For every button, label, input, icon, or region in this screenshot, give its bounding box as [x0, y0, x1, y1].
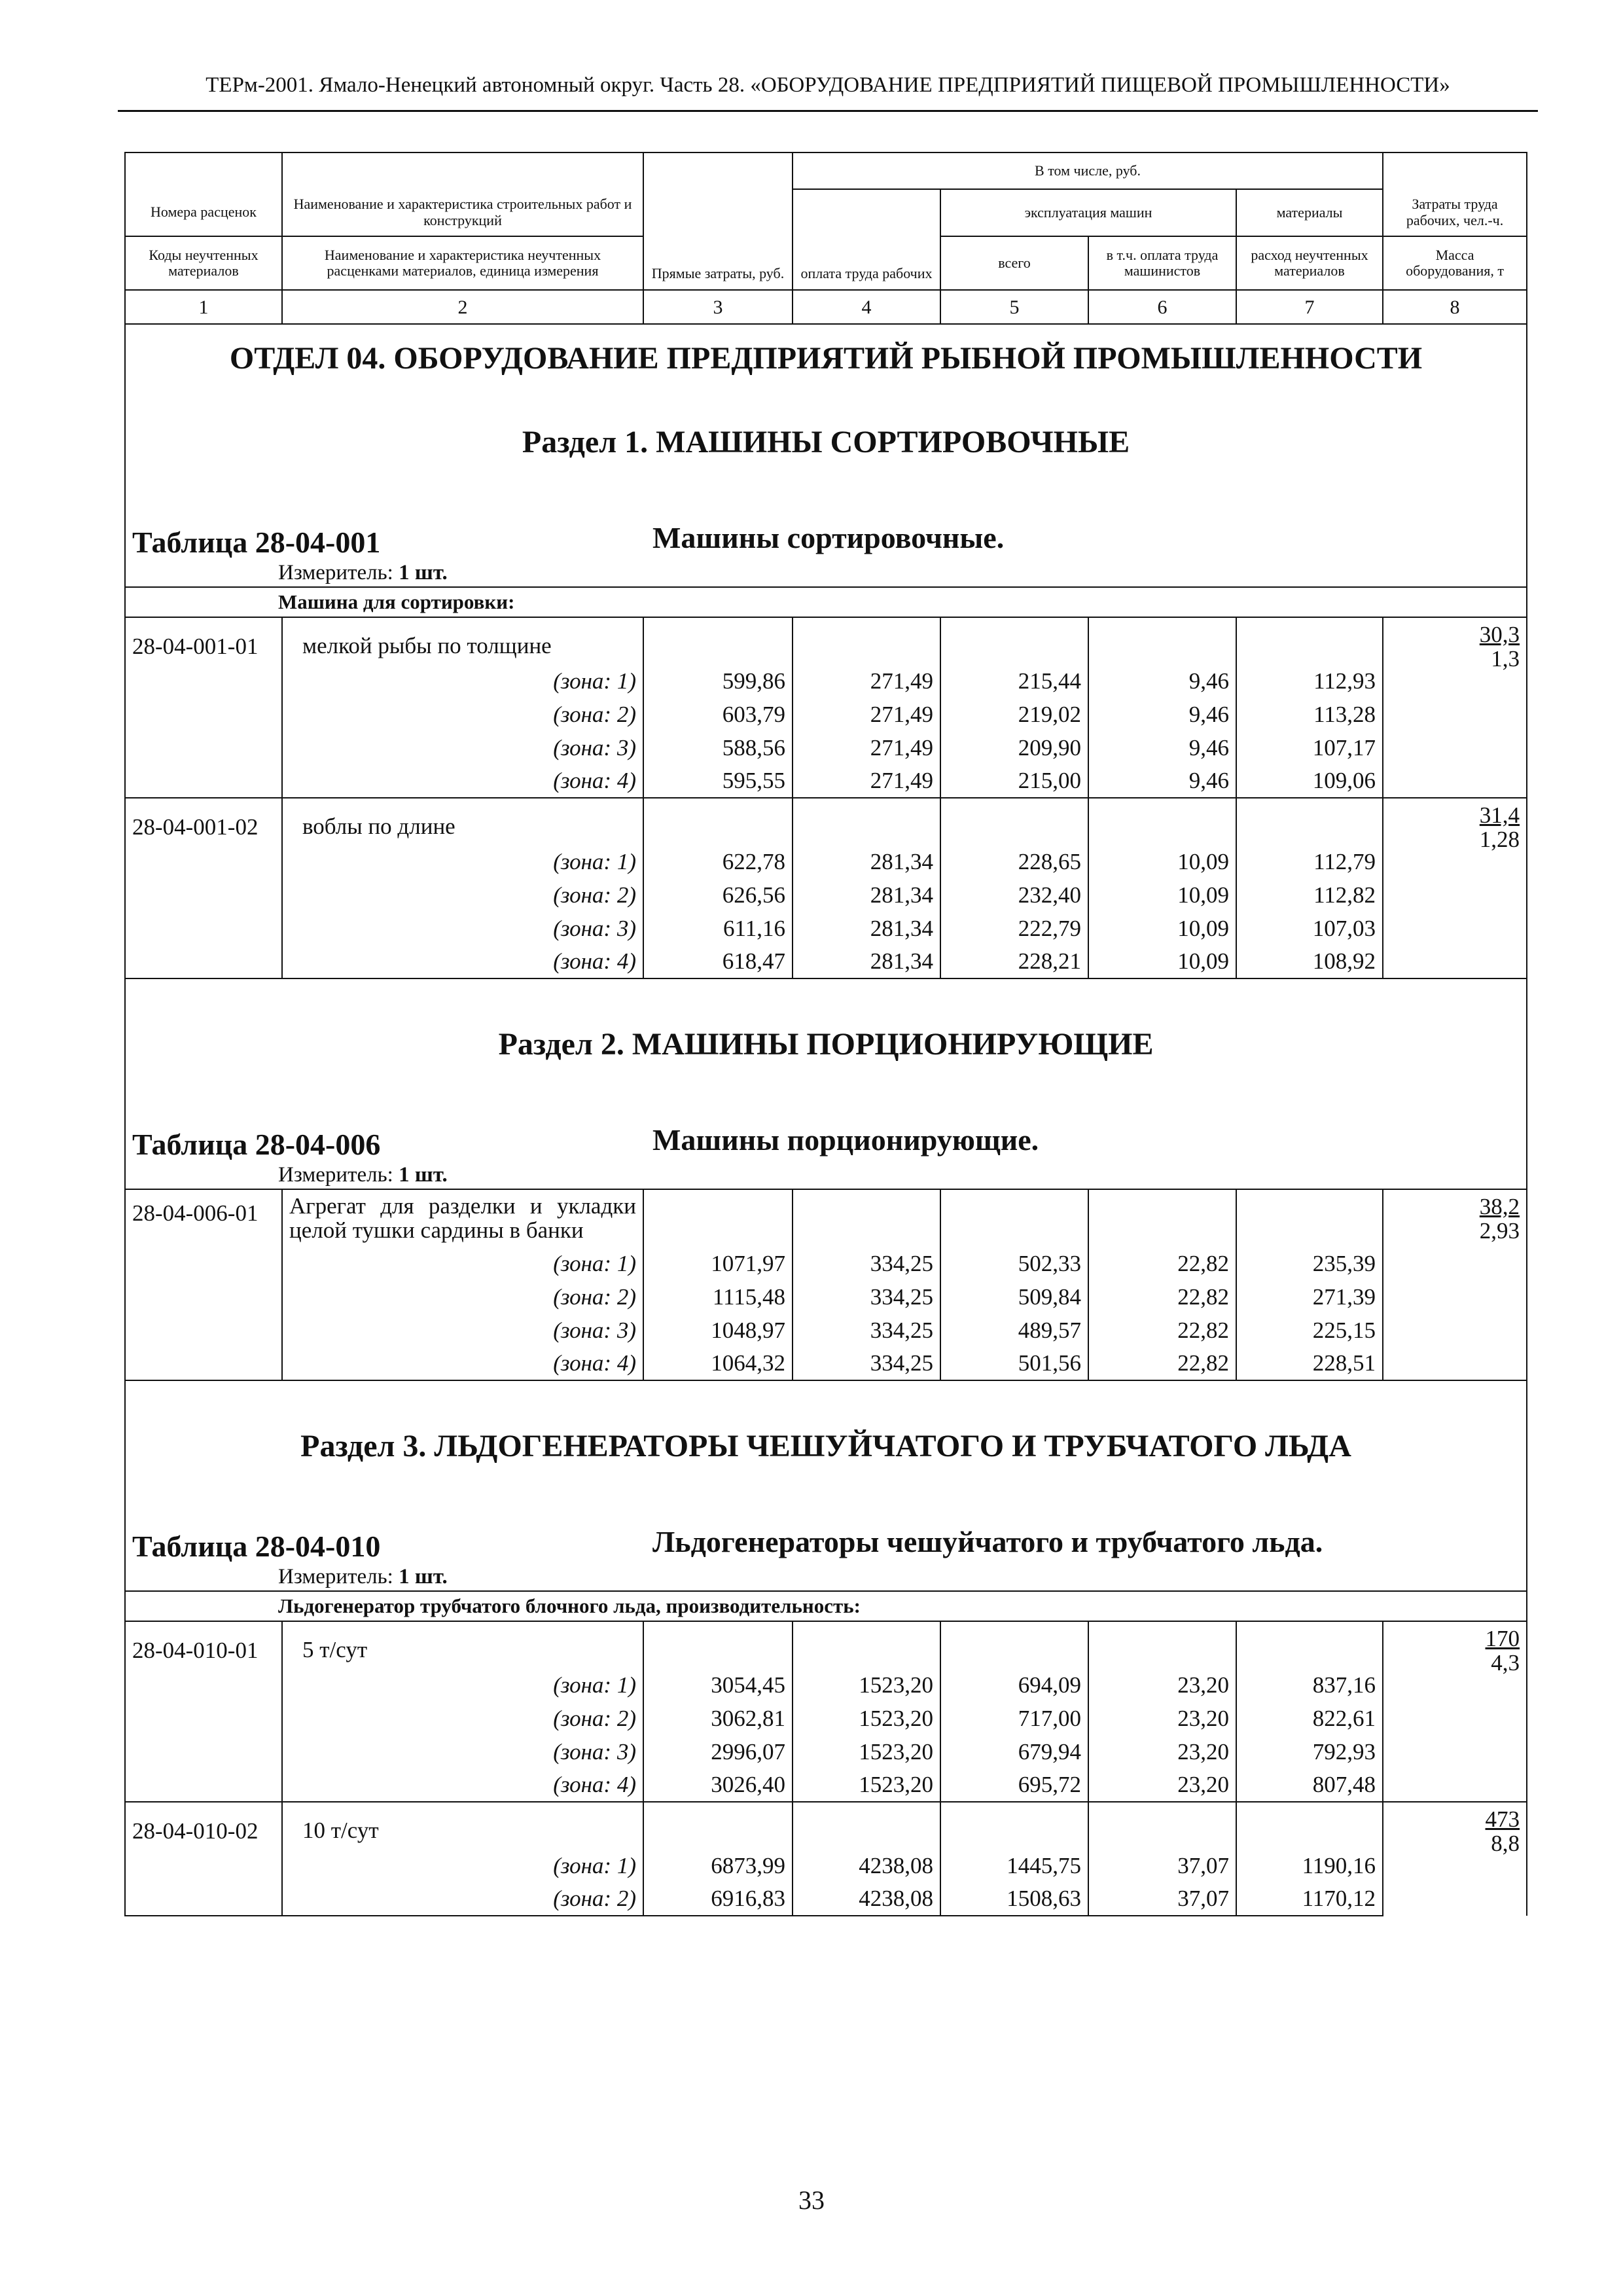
mass-value: 1,28 [1479, 826, 1520, 852]
empty-cell [940, 1621, 1088, 1668]
rate-code: 28-04-001-01 [125, 617, 282, 798]
empty-cell [643, 1189, 793, 1247]
subheading: Машина для сортировки: [125, 587, 1527, 617]
machine-wage-cost: 37,07 [1088, 1849, 1236, 1882]
wage-cost: 271,49 [793, 698, 940, 731]
direct-cost: 611,16 [643, 912, 793, 945]
table-title [125, 1524, 1527, 1564]
machine-wage-cost: 22,82 [1088, 1314, 1236, 1347]
mass-value: 2,93 [1479, 1217, 1520, 1244]
wage-cost: 334,25 [793, 1280, 940, 1314]
direct-cost: 1115,48 [643, 1280, 793, 1314]
direct-cost: 2996,07 [643, 1735, 793, 1768]
machine-cost: 717,00 [940, 1702, 1088, 1735]
material-cost: 822,61 [1236, 1702, 1383, 1735]
empty-cell [793, 617, 940, 664]
empty-cell [643, 617, 793, 664]
machine-cost: 489,57 [940, 1314, 1088, 1347]
measure-label: Измеритель: [278, 561, 393, 584]
machine-wage-cost: 9,46 [1088, 764, 1236, 798]
wage-cost: 334,25 [793, 1314, 940, 1347]
zone-label: (зона: 1) [282, 1247, 643, 1280]
direct-cost: 1071,97 [643, 1247, 793, 1280]
col-matuse-header: расход неучтенных материалов [1236, 236, 1383, 290]
table-name: Льдогенераторы чешуйчатого и трубчатого льда. [652, 1525, 1323, 1558]
wage-cost: 1523,20 [793, 1735, 940, 1768]
rate-code: 28-04-010-01 [125, 1621, 282, 1802]
machine-cost: 679,94 [940, 1735, 1088, 1768]
col-num: 8 [1383, 290, 1527, 324]
empty-cell [940, 798, 1088, 845]
mass-value: 8,8 [1491, 1830, 1520, 1856]
measure-label: Измеритель: [278, 1163, 393, 1187]
zone-label: (зона: 3) [282, 1314, 643, 1347]
empty-cell [1088, 617, 1236, 664]
empty-cell [1088, 798, 1236, 845]
col-num: 5 [940, 290, 1088, 324]
material-cost: 792,93 [1236, 1735, 1383, 1768]
col-codes-header: Номера расценок [125, 189, 282, 236]
machine-wage-cost: 23,20 [1088, 1668, 1236, 1702]
col-mass-header: Масса оборудования, т [1383, 236, 1527, 290]
empty-cell [643, 1802, 793, 1849]
col-direct-header: Прямые затраты, руб. [643, 152, 793, 290]
col-mat-header: материалы [1236, 189, 1383, 236]
wage-cost: 334,25 [793, 1347, 940, 1380]
measure-value: 1 шт. [399, 1565, 448, 1588]
wage-cost: 4238,08 [793, 1849, 940, 1882]
machine-wage-cost: 23,20 [1088, 1702, 1236, 1735]
machine-wage-cost: 9,46 [1088, 664, 1236, 698]
material-cost: 271,39 [1236, 1280, 1383, 1314]
direct-cost: 626,56 [643, 878, 793, 912]
measure-row [125, 560, 1527, 587]
wage-cost: 1523,20 [793, 1702, 940, 1735]
labor-mass [1383, 798, 1527, 978]
page-header: ТЕРм-2001. Ямало-Ненецкий автономный округ. Часть 28. «ОБОРУДОВАНИЕ ПРЕДПРИЯТИЙ ПИЩЕВОЙ ПРОМЫШЛЕННОСТИ» [205, 73, 1450, 97]
zone-label: (зона: 2) [282, 698, 643, 731]
machine-cost: 215,00 [940, 764, 1088, 798]
col-wage-header: оплата труда рабочих [793, 189, 940, 290]
empty-cell [1088, 1621, 1236, 1668]
material-cost: 107,03 [1236, 912, 1383, 945]
machine-wage-cost: 23,20 [1088, 1735, 1236, 1768]
rate-code: 28-04-006-01 [125, 1189, 282, 1380]
table-label: Таблица 28-04-001 [132, 526, 381, 559]
item-name: мелкой рыбы по толщине [282, 617, 643, 664]
item-name: 5 т/сут [282, 1621, 643, 1668]
empty-cell [1236, 1189, 1383, 1247]
material-cost: 225,15 [1236, 1314, 1383, 1347]
col-num: 4 [793, 290, 940, 324]
col-mach-header: всего [940, 236, 1088, 290]
direct-cost: 3054,45 [643, 1668, 793, 1702]
labor-value: 31,4 [1479, 802, 1520, 828]
zone-label: (зона: 4) [282, 764, 643, 798]
machine-wage-cost: 23,20 [1088, 1768, 1236, 1802]
empty-cell [940, 1189, 1088, 1247]
section-title: Раздел 3. ЛЬДОГЕНЕРАТОРЫ ЧЕШУЙЧАТОГО И ТРУБЧАТОГО ЛЬДА [125, 1426, 1527, 1465]
price-table [124, 152, 1527, 1916]
col-num: 2 [282, 290, 643, 324]
col-num: 1 [125, 290, 282, 324]
material-cost: 837,16 [1236, 1668, 1383, 1702]
wage-cost: 281,34 [793, 945, 940, 978]
wage-cost: 1523,20 [793, 1768, 940, 1802]
material-cost: 112,79 [1236, 845, 1383, 878]
wage-cost: 271,49 [793, 731, 940, 764]
machine-wage-cost: 9,46 [1088, 731, 1236, 764]
item-name: воблы по длине [282, 798, 643, 845]
item-name: Агрегат для разделки и укладки целой тушки сардины в банки [282, 1189, 643, 1247]
empty-cell [793, 1802, 940, 1849]
material-cost: 109,06 [1236, 764, 1383, 798]
labor-value: 30,3 [1479, 622, 1520, 647]
zone-label: (зона: 3) [282, 731, 643, 764]
empty-cell [793, 798, 940, 845]
empty-cell [793, 1189, 940, 1247]
otdel-title: ОТДЕЛ 04. ОБОРУДОВАНИЕ ПРЕДПРИЯТИЙ РЫБНОЙ ПРОМЫШЛЕННОСТИ [125, 324, 1527, 376]
zone-label: (зона: 3) [282, 912, 643, 945]
empty-cell [1088, 1189, 1236, 1247]
wage-cost: 281,34 [793, 878, 940, 912]
zone-label: (зона: 1) [282, 1668, 643, 1702]
machine-wage-cost: 10,09 [1088, 845, 1236, 878]
rate-code: 28-04-010-02 [125, 1802, 282, 1916]
measure-row [125, 1564, 1527, 1591]
direct-cost: 3062,81 [643, 1702, 793, 1735]
material-cost: 1170,12 [1236, 1882, 1383, 1916]
col-labor-header: Затраты труда рабочих, чел.-ч. [1383, 189, 1527, 236]
direct-cost: 1064,32 [643, 1347, 793, 1380]
labor-mass [1383, 1189, 1527, 1380]
machine-wage-cost: 22,82 [1088, 1347, 1236, 1380]
wage-cost: 271,49 [793, 664, 940, 698]
machine-cost: 215,44 [940, 664, 1088, 698]
col-matname-header: Наименование и характеристика неучтенных расценками материалов, единица измерения [282, 236, 643, 290]
material-cost: 113,28 [1236, 698, 1383, 731]
machine-wage-cost: 22,82 [1088, 1280, 1236, 1314]
measure-label: Измеритель: [278, 1565, 393, 1588]
machine-wage-cost: 10,09 [1088, 945, 1236, 978]
col-exp-header: эксплуатация машин [940, 189, 1236, 236]
machine-cost: 228,21 [940, 945, 1088, 978]
empty-cell [1236, 798, 1383, 845]
direct-cost: 3026,40 [643, 1768, 793, 1802]
wage-cost: 4238,08 [793, 1882, 940, 1916]
subheading: Льдогенератор трубчатого блочного льда, производительность: [125, 1591, 1527, 1621]
rate-code: 28-04-001-02 [125, 798, 282, 978]
spacer [125, 978, 1527, 1024]
direct-cost: 588,56 [643, 731, 793, 764]
material-cost: 112,82 [1236, 878, 1383, 912]
zone-label: (зона: 1) [282, 664, 643, 698]
direct-cost: 595,55 [643, 764, 793, 798]
wage-cost: 281,34 [793, 845, 940, 878]
spacer [125, 376, 1527, 422]
direct-cost: 6916,83 [643, 1882, 793, 1916]
col-num: 6 [1088, 290, 1236, 324]
direct-cost: 622,78 [643, 845, 793, 878]
machine-cost: 1508,63 [940, 1882, 1088, 1916]
col-machwage-header: в т.ч. оплата труда машинистов [1088, 236, 1236, 290]
table-title [125, 520, 1527, 560]
empty-cell [643, 1621, 793, 1668]
machine-cost: 1445,75 [940, 1849, 1088, 1882]
empty-cell [1236, 1621, 1383, 1668]
zone-label: (зона: 2) [282, 1702, 643, 1735]
zone-label: (зона: 2) [282, 878, 643, 912]
wage-cost: 1523,20 [793, 1668, 940, 1702]
machine-cost: 228,65 [940, 845, 1088, 878]
table-title [125, 1122, 1527, 1162]
zone-label: (зона: 4) [282, 1768, 643, 1802]
spacer [125, 1465, 1527, 1524]
machine-wage-cost: 10,09 [1088, 878, 1236, 912]
item-name: 10 т/сут [282, 1802, 643, 1849]
empty-cell [1236, 1802, 1383, 1849]
table-label: Таблица 28-04-006 [132, 1128, 381, 1161]
machine-cost: 695,72 [940, 1768, 1088, 1802]
empty-cell [940, 617, 1088, 664]
empty-cell [793, 1621, 940, 1668]
spacer [125, 1380, 1527, 1426]
material-cost: 108,92 [1236, 945, 1383, 978]
material-cost: 112,93 [1236, 664, 1383, 698]
labor-value: 38,2 [1479, 1194, 1520, 1219]
spacer [125, 461, 1527, 520]
empty-cell [940, 1802, 1088, 1849]
direct-cost: 603,79 [643, 698, 793, 731]
zone-label: (зона: 2) [282, 1280, 643, 1314]
direct-cost: 599,86 [643, 664, 793, 698]
mass-value: 1,3 [1491, 645, 1520, 672]
material-cost: 235,39 [1236, 1247, 1383, 1280]
col-incl-header: В том числе, руб. [793, 152, 1383, 189]
zone-label: (зона: 4) [282, 945, 643, 978]
wage-cost: 271,49 [793, 764, 940, 798]
machine-cost: 232,40 [940, 878, 1088, 912]
empty-cell [1088, 1802, 1236, 1849]
material-cost: 1190,16 [1236, 1849, 1383, 1882]
empty-cell [1236, 617, 1383, 664]
labor-mass [1383, 1621, 1527, 1802]
zone-label: (зона: 1) [282, 845, 643, 878]
measure-value: 1 шт. [399, 561, 448, 584]
zone-label: (зона: 4) [282, 1347, 643, 1380]
zone-label: (зона: 3) [282, 1735, 643, 1768]
labor-mass [1383, 1802, 1527, 1916]
material-cost: 807,48 [1236, 1768, 1383, 1802]
wage-cost: 281,34 [793, 912, 940, 945]
machine-cost: 509,84 [940, 1280, 1088, 1314]
machine-cost: 209,90 [940, 731, 1088, 764]
labor-value: 473 [1485, 1806, 1520, 1832]
material-cost: 228,51 [1236, 1347, 1383, 1380]
direct-cost: 1048,97 [643, 1314, 793, 1347]
zone-label: (зона: 1) [282, 1849, 643, 1882]
machine-wage-cost: 9,46 [1088, 698, 1236, 731]
wage-cost: 334,25 [793, 1247, 940, 1280]
machine-cost: 501,56 [940, 1347, 1088, 1380]
machine-cost: 502,33 [940, 1247, 1088, 1280]
col-name-header: Наименование и характеристика строительных работ и конструкций [282, 189, 643, 236]
measure-value: 1 шт. [399, 1163, 448, 1187]
mass-value: 4,3 [1491, 1649, 1520, 1676]
machine-wage-cost: 10,09 [1088, 912, 1236, 945]
direct-cost: 618,47 [643, 945, 793, 978]
machine-cost: 222,79 [940, 912, 1088, 945]
spacer [125, 1064, 1527, 1122]
machine-wage-cost: 37,07 [1088, 1882, 1236, 1916]
machine-cost: 694,09 [940, 1668, 1088, 1702]
section-title: Раздел 2. МАШИНЫ ПОРЦИОНИРУЮЩИЕ [125, 1024, 1527, 1064]
labor-value: 170 [1485, 1626, 1520, 1651]
section-title: Раздел 1. МАШИНЫ СОРТИРОВОЧНЫЕ [125, 422, 1527, 461]
empty-cell [643, 798, 793, 845]
labor-mass [1383, 617, 1527, 798]
page-number: 33 [798, 2185, 825, 2215]
material-cost: 107,17 [1236, 731, 1383, 764]
col-matcodes-header: Коды неучтенных материалов [125, 236, 282, 290]
table-name: Машины порционирующие. [652, 1123, 1039, 1157]
measure-row [125, 1162, 1527, 1189]
header-rule [118, 110, 1538, 112]
col-num: 3 [643, 290, 793, 324]
machine-wage-cost: 22,82 [1088, 1247, 1236, 1280]
table-label: Таблица 28-04-010 [132, 1530, 381, 1563]
machine-cost: 219,02 [940, 698, 1088, 731]
table-name: Машины сортировочные. [652, 521, 1005, 554]
zone-label: (зона: 2) [282, 1882, 643, 1916]
direct-cost: 6873,99 [643, 1849, 793, 1882]
col-num: 7 [1236, 290, 1383, 324]
